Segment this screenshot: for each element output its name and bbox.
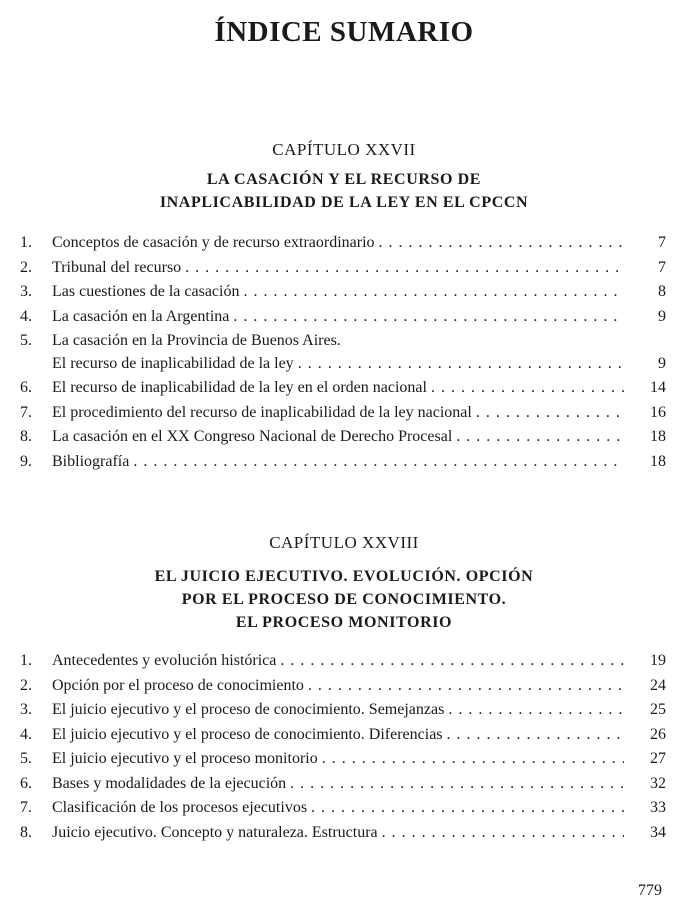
toc-entry: [0, 677, 688, 700]
toc-entry-text: Opción por el proceso de conocimiento: [52, 677, 308, 694]
chapter-title-line: INAPLICABILIDAD DE LA LEY EN EL CPCCN: [159, 194, 529, 211]
toc-entry-text: Clasificación de los procesos ejecutivos: [52, 799, 311, 816]
toc-entry: [0, 726, 688, 749]
toc-entry: [0, 652, 688, 675]
toc-entry-page: 8: [658, 283, 666, 300]
chapter-title-line: POR EL PROCESO DE CONOCIMIENTO.: [181, 591, 507, 608]
toc-entry: [0, 453, 688, 476]
toc-entry-text: La casación en el XX Congreso Nacional de Derecho Procesal: [52, 428, 456, 445]
toc-entry-page: 18: [650, 452, 666, 470]
toc-entry: [0, 824, 688, 847]
toc-entry: [0, 799, 688, 822]
toc-entry: [0, 701, 688, 724]
toc-entry-page: 9: [658, 355, 666, 372]
toc-entry-page: 27: [650, 750, 666, 767]
toc-entry-text: La casación en la Argentina: [52, 308, 233, 325]
toc-entry-text: El juicio ejecutivo y el proceso de conocimiento. Semejanzas: [52, 701, 448, 718]
page-title: ÍNDICE SUMARIO: [214, 16, 474, 48]
toc-entry-leader: [52, 701, 624, 719]
toc-entry-text: La casación en la Provincia de Buenos Aires.: [52, 332, 341, 349]
toc-entry-page: 24: [650, 676, 666, 694]
toc-entry-leader: [52, 379, 624, 397]
toc-entry-text: Conceptos de casación y de recurso extraordinario: [52, 234, 379, 251]
toc-entry: [0, 750, 688, 773]
page-number: 779: [638, 882, 662, 899]
toc-entry-page: 32: [650, 774, 666, 792]
toc-entry-page: 34: [650, 823, 666, 841]
toc-entry-leader: [52, 355, 624, 373]
chapter-label: CAPÍTULO XXVIII: [269, 533, 419, 552]
chapter-title: [0, 168, 688, 214]
toc-entry-leader: [52, 824, 624, 842]
toc-entry-leader: [52, 259, 624, 277]
toc-entry: [0, 332, 688, 372]
toc-entry-number: 6.: [20, 379, 32, 396]
toc-entry-number: 5.: [20, 750, 32, 767]
toc-entry: [0, 308, 688, 331]
toc-entry-number: 6.: [20, 774, 32, 792]
toc-entry-text: Las cuestiones de la casación: [52, 283, 243, 300]
toc-entry-number: 2.: [20, 258, 32, 276]
toc-entry-text: El procedimiento del recurso de inaplicabilidad de la ley nacional: [52, 404, 476, 421]
toc-entry-leader: [52, 677, 624, 695]
toc-entry-text-continued: El recurso de inaplicabilidad de la ley: [52, 355, 298, 372]
toc-entry-text: Bibliografía: [52, 453, 133, 470]
chapter-title: [0, 565, 688, 634]
toc-entry-text: Bases y modalidades de la ejecución: [52, 775, 290, 792]
toc-entry-text: El juicio ejecutivo y el proceso monitorio: [52, 750, 322, 767]
toc-entry-leader: [52, 750, 624, 768]
toc-entry-text: Tribunal del recurso: [52, 259, 185, 276]
toc-entry-leader: [52, 775, 624, 793]
toc-entry-number: 4.: [20, 725, 32, 743]
chapter-title-line: EL PROCESO MONITORIO: [235, 614, 453, 631]
chapter-label: CAPÍTULO XXVII: [272, 140, 416, 159]
toc-entry-number: 2.: [20, 676, 32, 694]
toc-entry-number: 8.: [20, 428, 32, 445]
toc-entry-page: 16: [650, 403, 666, 421]
toc-entry-page: 14: [650, 379, 666, 396]
toc-entry-leader: [52, 453, 624, 471]
toc-entry-leader: [52, 652, 624, 670]
toc-entry-leader: [52, 726, 624, 744]
toc-entry-number: 3.: [20, 701, 32, 718]
toc-entry-page: 7: [658, 258, 666, 276]
toc-entry-text: Juicio ejecutivo. Concepto y naturaleza. Estructura: [52, 824, 382, 841]
chapter-title-line: EL JUICIO EJECUTIVO. EVOLUCIÓN. OPCIÓN: [154, 568, 534, 585]
toc-entry-leader: [52, 283, 624, 301]
toc-entry-number: 4.: [20, 307, 32, 325]
toc-entry-number: 5.: [20, 332, 32, 349]
toc-entry-leader: [52, 799, 624, 817]
toc-entry-text: Antecedentes y evolución histórica: [52, 652, 280, 669]
toc-entry-page: 26: [650, 725, 666, 743]
toc-entry-page: 33: [650, 799, 666, 816]
toc-entry: [0, 379, 688, 402]
toc-entry-leader: [52, 404, 624, 422]
toc-entry-leader: [52, 308, 624, 326]
toc-entry: [0, 404, 688, 427]
toc-entry-leader: [52, 428, 624, 446]
toc-entry-page: 18: [650, 428, 666, 445]
toc-entry-text: El recurso de inaplicabilidad de la ley en el orden nacional: [52, 379, 431, 396]
toc-entry: [0, 428, 688, 451]
toc-entry-number: 1.: [20, 652, 32, 669]
toc-entry: [0, 283, 688, 306]
toc-entry: [0, 259, 688, 282]
toc-entry-leader: [52, 234, 624, 252]
toc-entry-number: 7.: [20, 799, 32, 816]
toc-entry-number: 7.: [20, 403, 32, 421]
toc-entry-number: 8.: [20, 823, 32, 841]
toc-entry-number: 1.: [20, 234, 32, 251]
toc-entry-number: 9.: [20, 452, 32, 470]
toc-entry-page: 25: [650, 701, 666, 718]
toc-entry-text: El juicio ejecutivo y el proceso de conocimiento. Diferencias: [52, 726, 447, 743]
toc-entry-page: 7: [658, 234, 666, 251]
toc-entry-page: 9: [658, 307, 666, 325]
toc-entry: [0, 234, 688, 257]
chapter-title-line: LA CASACIÓN Y EL RECURSO DE: [206, 171, 482, 188]
toc-entry-number: 3.: [20, 283, 32, 300]
toc-entry: [0, 775, 688, 798]
toc-entry-page: 19: [650, 652, 666, 669]
